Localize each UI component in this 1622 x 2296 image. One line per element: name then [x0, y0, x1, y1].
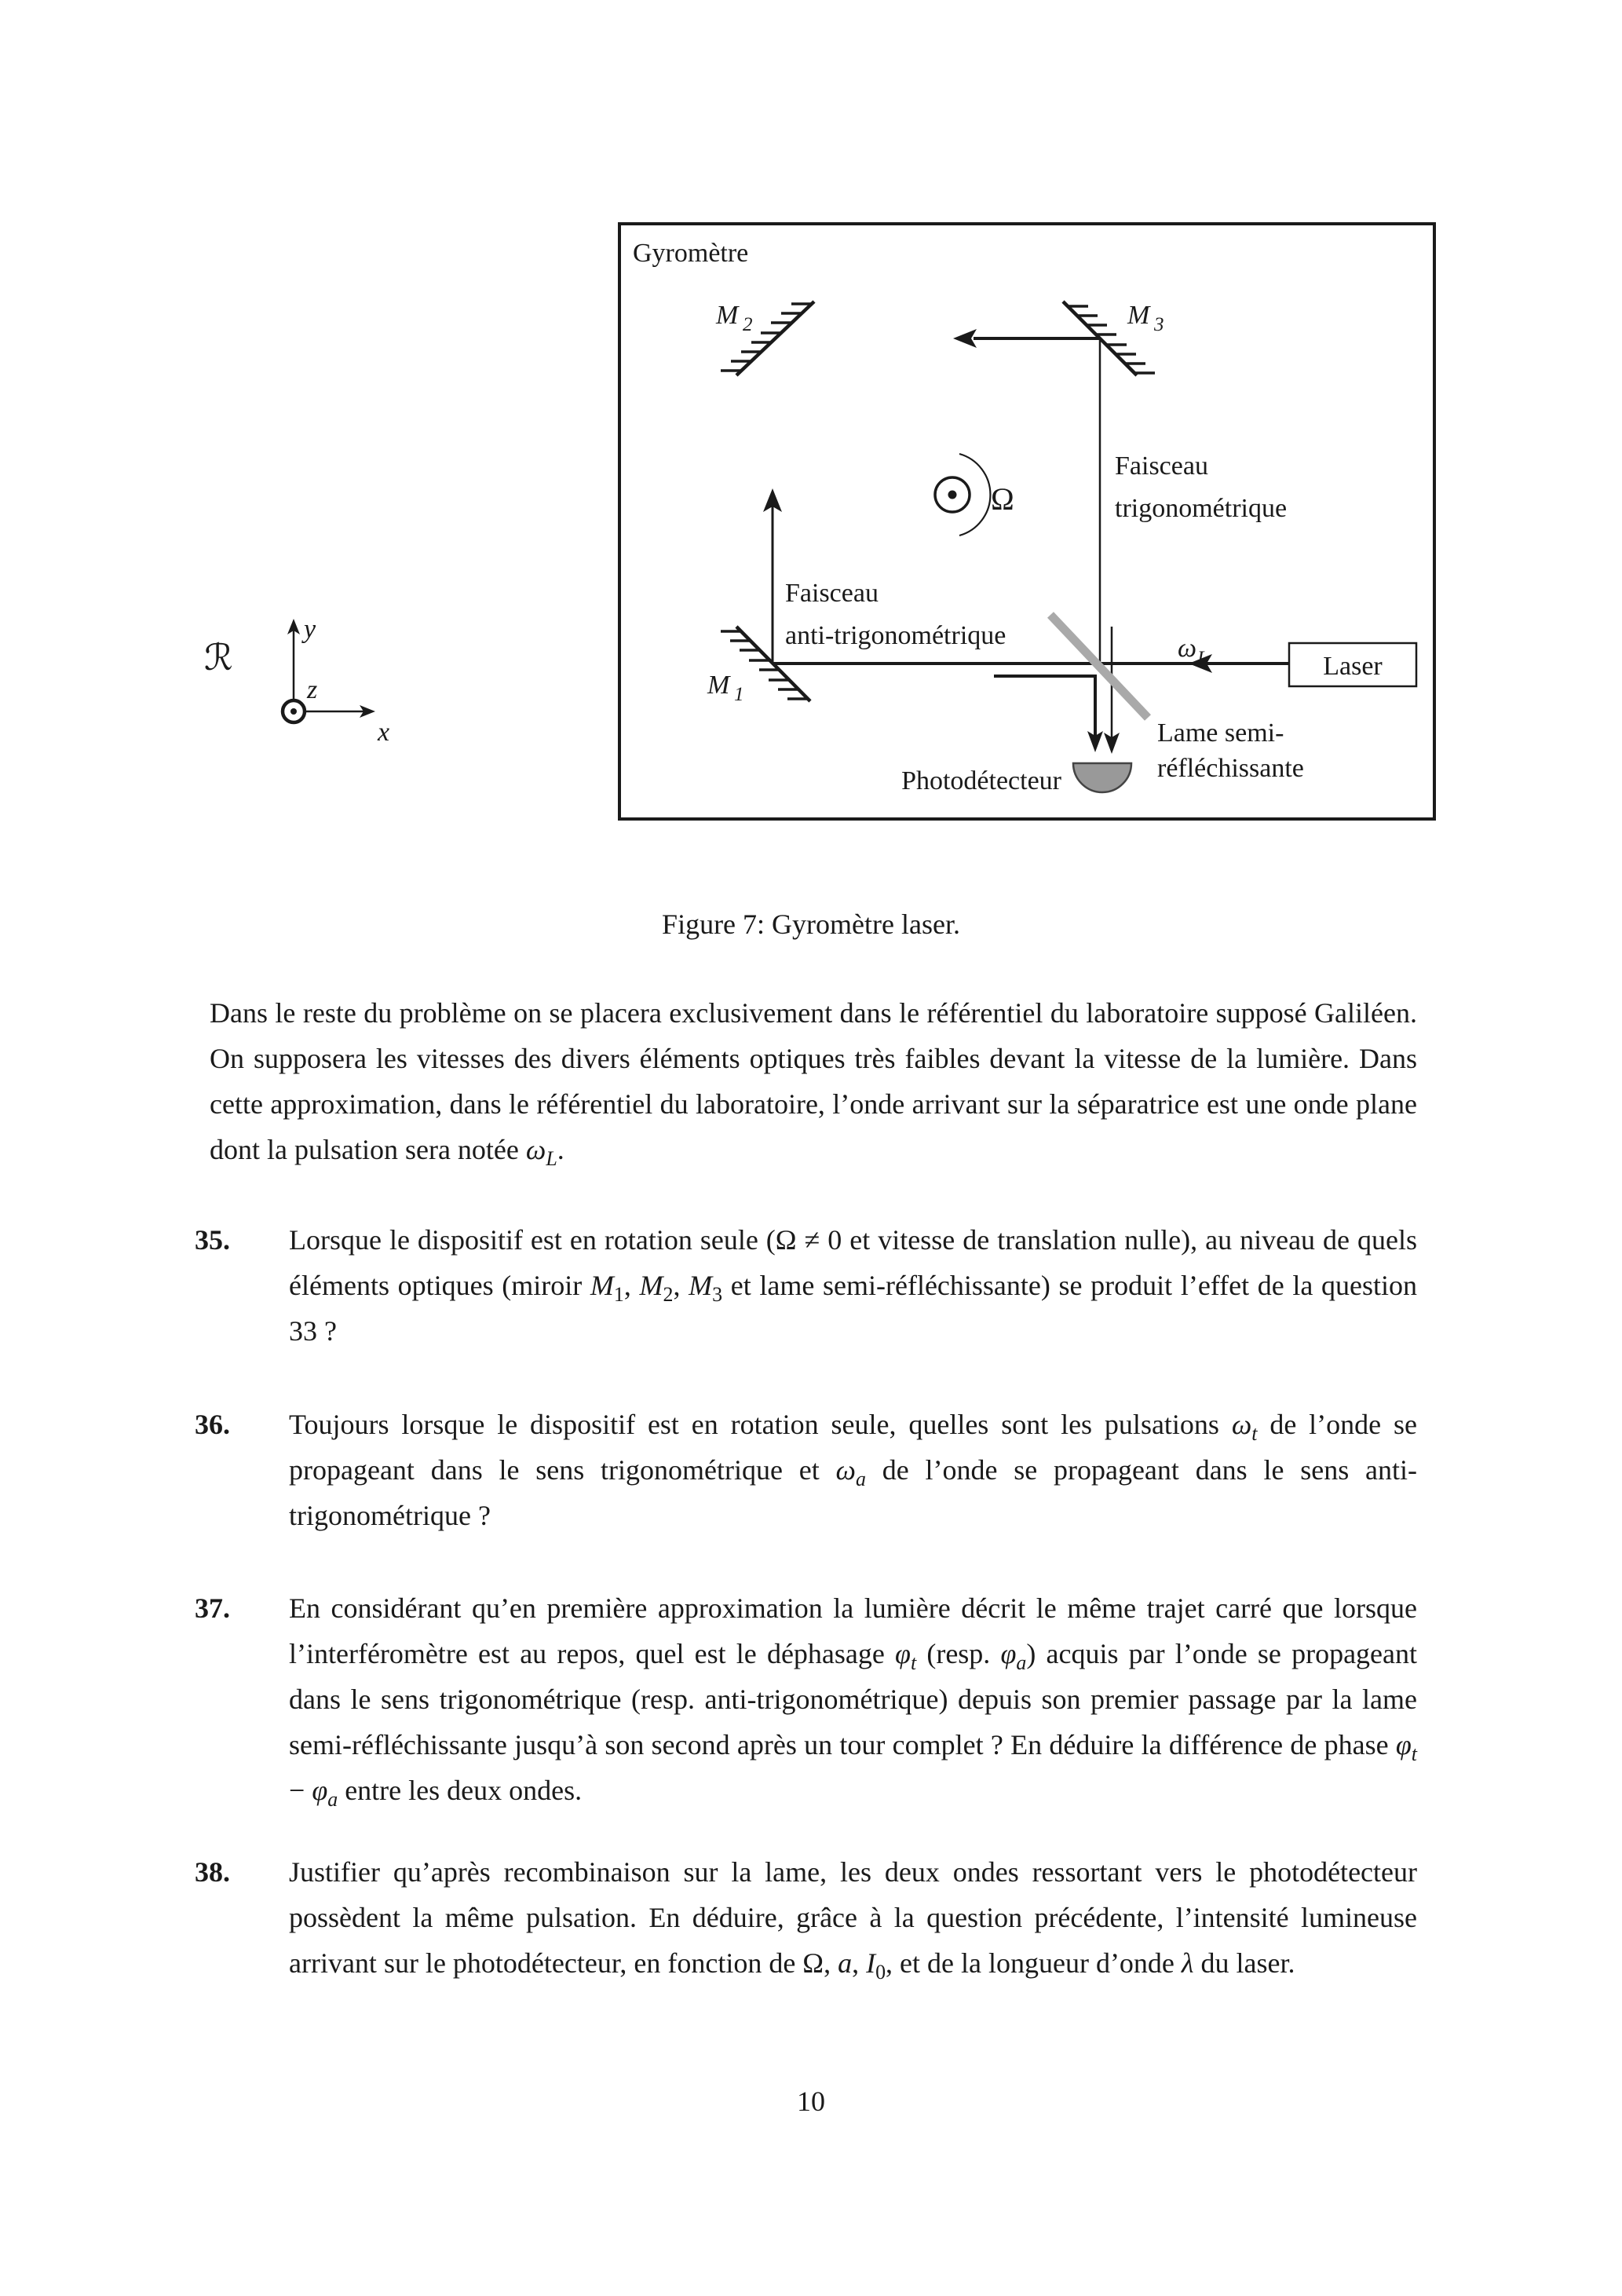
- mirror-m1-label: M: [707, 671, 730, 700]
- beam-labels: [785, 452, 1287, 650]
- question-35-number: 35.: [195, 1224, 230, 1256]
- beam-trig-label-line1: Faisceau: [1115, 452, 1208, 481]
- gyrometre-box: [619, 224, 1434, 819]
- z-axis-dot-icon: [290, 708, 297, 715]
- beam-trig-label-line2: trigonométrique: [1115, 494, 1288, 523]
- frame-label: ℛ: [204, 636, 233, 678]
- figure-7-diagram: [157, 220, 1437, 821]
- gyrometre-title: Gyromètre: [633, 239, 749, 268]
- omega-l-label: ω: [1178, 634, 1197, 663]
- mirror-m1-label-subscript: 1: [734, 684, 744, 705]
- photodetector-dome-icon: [1073, 763, 1131, 792]
- z-axis-label: z: [307, 675, 318, 704]
- beam-antitrig-label-line2: anti-trigonométrique: [785, 621, 1006, 650]
- rotation-arc-icon: [959, 454, 990, 536]
- rotation-symbol: [935, 454, 1014, 536]
- mirror-m2: [715, 301, 814, 375]
- rotation-omega-label: Ω: [991, 481, 1014, 517]
- beam-antitrig-label-line1: Faisceau: [785, 579, 879, 608]
- omega-l-label-subscript: L: [1197, 648, 1208, 669]
- mirror-m3-label-subscript: 3: [1154, 314, 1164, 335]
- mirror-m2-label-subscript: 2: [743, 314, 753, 335]
- x-axis-label: x: [378, 718, 390, 747]
- beam-splitter-label-line1: Lame semi-: [1157, 718, 1284, 748]
- beam-splitter-label-line2: réfléchissante: [1157, 754, 1304, 783]
- page-number: 10: [797, 2086, 825, 2117]
- question-36-number: 36.: [195, 1409, 230, 1440]
- rotation-axis-dot-icon: [948, 491, 957, 499]
- output-beam-reflected: [994, 676, 1095, 737]
- figure-caption: Figure 7: Gyromètre laser.: [662, 909, 960, 940]
- question-38-number: 38.: [195, 1856, 230, 1888]
- question-36-text: Toujours lorsque le dispositif est en rotation seule, quelles sont les pulsations $\omega_t$ de l’onde se propageant dans le sens trigonométrique et $\omega_a$ de l’onde se propageant dans le sens anti-trigonométrique ?: [289, 1409, 1418, 1531]
- reference-frame: [204, 615, 389, 747]
- question-35-text: Lorsque le dispositif est en rotation seule (Ω ≠ 0 et vitesse de translation nulle), au niveau de quels éléments optiques (miroir $M_1$, $M_2$, $M_3$ et lame semi-réfléchissante) se produit l’effet de la question 33 ?: [289, 1224, 1418, 1347]
- photodetector: [901, 763, 1131, 795]
- gyrometre-frame: [619, 224, 1434, 819]
- y-axis-label: y: [304, 615, 316, 644]
- photodetector-label: Photodétecteur: [901, 766, 1061, 795]
- mirror-m2-label: M: [716, 301, 739, 330]
- mirror-m3-label: M: [1127, 301, 1150, 330]
- laser: [1178, 634, 1416, 686]
- laser-label: Laser: [1323, 652, 1383, 681]
- question-37-text: En considérant qu’en première approximation la lumière décrit le même trajet carré que lorsque l’interféromètre est au repos, quel est le déphasage $\varphi_t$ (resp. $\varphi_a$) acquis par l’onde se propageant dans le sens trigonométrique (resp. anti-trigonométrique) depuis son premier passage par la lame semi-réfléchissante jusqu’à son second après un tour complet ? En déduire la différence de phase $\varphi_t - \varphi_a$ entre les deux ondes.: [289, 1592, 1418, 1812]
- question-37-number: 37.: [195, 1592, 230, 1624]
- question-38-text: Justifier qu’après recombinaison sur la lame, les deux ondes ressortant vers le photodétecteur possèdent la même pulsation. En déduire, grâce à la question précédente, l’intensité lumineuse arrivant sur le photodétecteur, en fonction de Ω, a, $I_0$, et de la longueur d’onde λ du laser.: [289, 1856, 1417, 1984]
- beam-trig-arrowhead-icon: [953, 329, 977, 348]
- beam-path: [763, 329, 1289, 754]
- intro-paragraph: Dans le reste du problème on se placera exclusivement dans le référentiel du laboratoire supposé Galiléen. On supposera les vitesses des divers éléments optiques très faibles devant la vitesse de la lumière. Dans cette approximation, dans le référentiel du laboratoire, l’onde arrivant sur la séparatrice est une onde plane dont la pulsation sera notée $\omega_L$.: [210, 997, 1417, 1171]
- mirror-m2-surface: [736, 302, 814, 375]
